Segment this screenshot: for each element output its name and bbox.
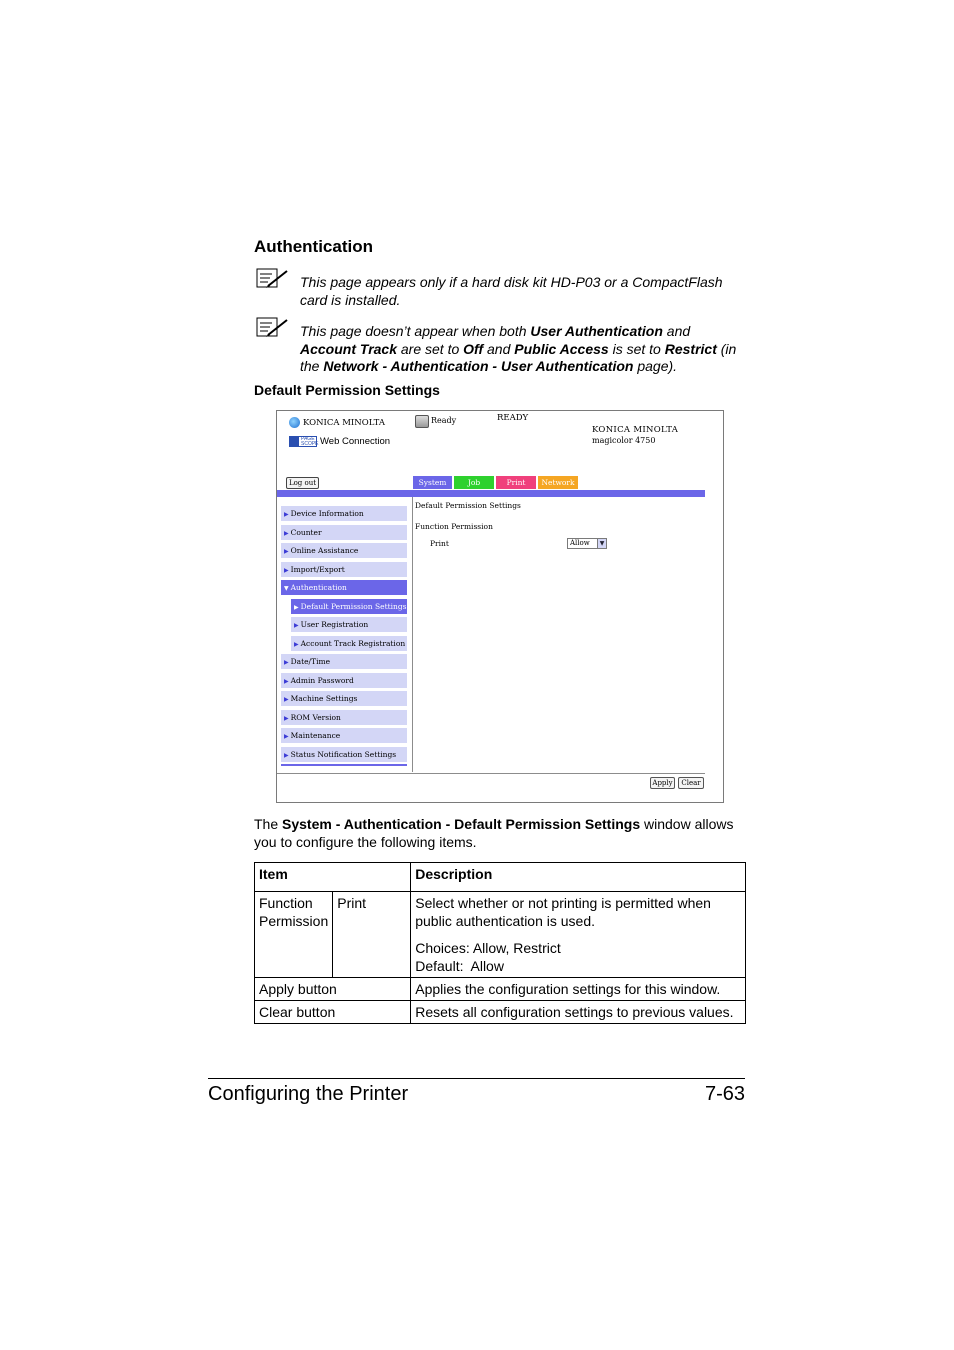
chevron-right-icon: ▶ xyxy=(284,659,289,666)
bold-term: Restrict xyxy=(664,340,717,357)
sidebar-item-label: Import/Export xyxy=(290,565,345,574)
bold-term: System - Authentication - Default Permission Settings xyxy=(282,816,641,832)
footer-rule xyxy=(208,1078,745,1079)
chevron-right-icon: ▶ xyxy=(294,641,299,648)
description-line: Choices: Allow, Restrict xyxy=(415,940,561,956)
cell-description: Applies the configuration settings for this window. xyxy=(411,978,746,1001)
text-run: page). xyxy=(633,358,678,374)
apply-button[interactable]: Apply xyxy=(650,777,675,789)
pagescope-icon: PAGE SCOPE xyxy=(289,436,317,447)
sidebar-item-label: Status Notification Settings xyxy=(290,750,397,759)
printer-icon xyxy=(415,415,429,428)
model-name: magicolor 4750 xyxy=(592,436,656,445)
text-run: This page doesn’t appear when both xyxy=(300,323,531,339)
chevron-right-icon: ▶ xyxy=(284,678,289,685)
sidebar-item-rom-version[interactable] xyxy=(281,710,407,725)
content-subtitle: Function Permission xyxy=(415,522,493,531)
table-row xyxy=(255,1001,746,1024)
page-number: 7-63 xyxy=(704,1083,745,1105)
tab-network[interactable]: Network xyxy=(538,476,578,489)
chevron-down-icon: ▼ xyxy=(597,539,606,548)
status-label: Ready xyxy=(431,416,457,425)
sidebar-item-label: Authentication xyxy=(290,583,347,592)
sidebar-item-default-permission-settings[interactable] xyxy=(291,599,407,614)
header-item: Item xyxy=(255,863,411,892)
note-icon xyxy=(256,316,290,338)
table-header-row xyxy=(255,863,746,892)
web-connection-text: Web Connection xyxy=(320,436,391,447)
nav-divider xyxy=(281,764,407,766)
web-connection-logo xyxy=(289,436,390,447)
sidebar-item-account-track-registration[interactable] xyxy=(291,636,407,651)
sidebar-item-label: Maintenance xyxy=(290,731,341,740)
clear-button[interactable]: Clear xyxy=(678,777,704,789)
sidebar-item-online-assistance[interactable] xyxy=(281,543,407,558)
items-table xyxy=(254,862,746,1024)
brand-text: KONICA MINOLTA xyxy=(303,417,385,428)
model-brand: KONICA MINOLTA xyxy=(592,425,679,435)
sidebar-item-label: Default Permission Settings xyxy=(300,602,407,611)
sidebar-item-machine-settings[interactable] xyxy=(281,691,407,706)
sidebar-item-authentication[interactable] xyxy=(281,580,407,595)
panel-divider xyxy=(412,497,413,772)
sidebar-item-label: Counter xyxy=(290,528,322,537)
text-run: and xyxy=(662,323,691,339)
sidebar-item-label: Online Assistance xyxy=(290,546,359,555)
konica-minolta-logo xyxy=(289,417,385,428)
bold-term: Public Access xyxy=(514,340,609,357)
description-line: Default: Allow xyxy=(415,958,504,974)
chevron-down-icon: ▼ xyxy=(284,585,289,592)
sidebar-item-admin-password[interactable] xyxy=(281,673,407,688)
note-text-2 xyxy=(300,323,746,376)
header-description: Description xyxy=(411,863,746,892)
status-text: READY xyxy=(497,413,529,423)
footer-chapter-title: Configuring the Printer xyxy=(208,1083,409,1105)
table-row xyxy=(255,892,746,978)
bold-term: Off xyxy=(463,340,484,357)
text-run: are set to xyxy=(397,340,464,357)
text-run: (in the xyxy=(300,340,737,374)
table-row xyxy=(255,978,746,1001)
globe-icon xyxy=(289,417,300,428)
sidebar-item-label: Account Track Registration xyxy=(300,639,406,648)
tab-bar xyxy=(277,490,705,497)
sidebar-item-import-export[interactable] xyxy=(281,562,407,577)
sidebar-item-label: User Registration xyxy=(300,620,369,629)
tab-job[interactable]: Job xyxy=(454,476,494,489)
sidebar-item-user-registration[interactable] xyxy=(291,617,407,632)
text-run: and xyxy=(483,340,515,357)
text-run: The xyxy=(254,816,283,832)
bold-term: User Authentication xyxy=(530,323,663,339)
note-icon xyxy=(256,267,290,289)
bold-term: Network - Authentication - User Authentication xyxy=(323,358,634,374)
body-paragraph xyxy=(254,815,754,851)
cell-item: Clear button xyxy=(255,1001,411,1024)
sidebar-item-label: Admin Password xyxy=(290,676,354,685)
chevron-right-icon: ▶ xyxy=(284,511,289,518)
text-run: is set to xyxy=(608,340,665,357)
sidebar-item-status-notification-settings[interactable] xyxy=(281,747,407,762)
sidebar-item-label: Date/Time xyxy=(290,657,331,666)
note-text-1: This page appears only if a hard disk kit HD-P03 or a CompactFlash card is installed. xyxy=(300,274,723,308)
chevron-right-icon: ▶ xyxy=(294,622,299,629)
cell-item: Function Permission xyxy=(255,892,333,978)
chevron-right-icon: ▶ xyxy=(284,752,289,759)
text-run: window allows you to configure the following items. xyxy=(254,816,734,850)
chevron-right-icon: ▶ xyxy=(294,604,299,611)
print-label: Print xyxy=(430,539,449,548)
description-line: Select whether or not printing is permitted when public authentication is used. xyxy=(415,895,711,929)
bold-term: Account Track xyxy=(300,340,397,357)
print-permission-value: Allow xyxy=(570,539,590,547)
subheading: Default Permission Settings xyxy=(254,382,440,398)
chevron-right-icon: ▶ xyxy=(284,715,289,722)
section-heading: Authentication xyxy=(254,237,373,256)
chevron-right-icon: ▶ xyxy=(284,733,289,740)
sidebar-item-device-information[interactable] xyxy=(281,506,407,521)
cell-subitem: Print xyxy=(333,892,411,978)
sidebar-item-label: ROM Version xyxy=(290,713,341,722)
tab-print[interactable]: Print xyxy=(496,476,536,489)
footer-divider xyxy=(277,773,705,774)
sidebar-item-label: Machine Settings xyxy=(290,694,358,703)
chevron-right-icon: ▶ xyxy=(284,567,289,574)
print-permission-select[interactable] xyxy=(567,538,607,549)
sidebar-item-date-time[interactable] xyxy=(281,654,407,669)
sidebar-item-counter[interactable] xyxy=(281,525,407,540)
cell-description xyxy=(411,892,746,978)
chevron-right-icon: ▶ xyxy=(284,696,289,703)
cell-description: Resets all configuration settings to previous values. xyxy=(411,1001,746,1024)
chevron-right-icon: ▶ xyxy=(284,548,289,555)
logout-button[interactable]: Log out xyxy=(286,477,319,489)
content-title: Default Permission Settings xyxy=(415,501,521,510)
sidebar-item-label: Device Information xyxy=(290,509,364,518)
cell-item: Apply button xyxy=(255,978,411,1001)
sidebar-item-maintenance[interactable] xyxy=(281,728,407,743)
tab-system[interactable]: System xyxy=(413,476,452,489)
chevron-right-icon: ▶ xyxy=(284,530,289,537)
ui-screenshot xyxy=(276,410,724,803)
